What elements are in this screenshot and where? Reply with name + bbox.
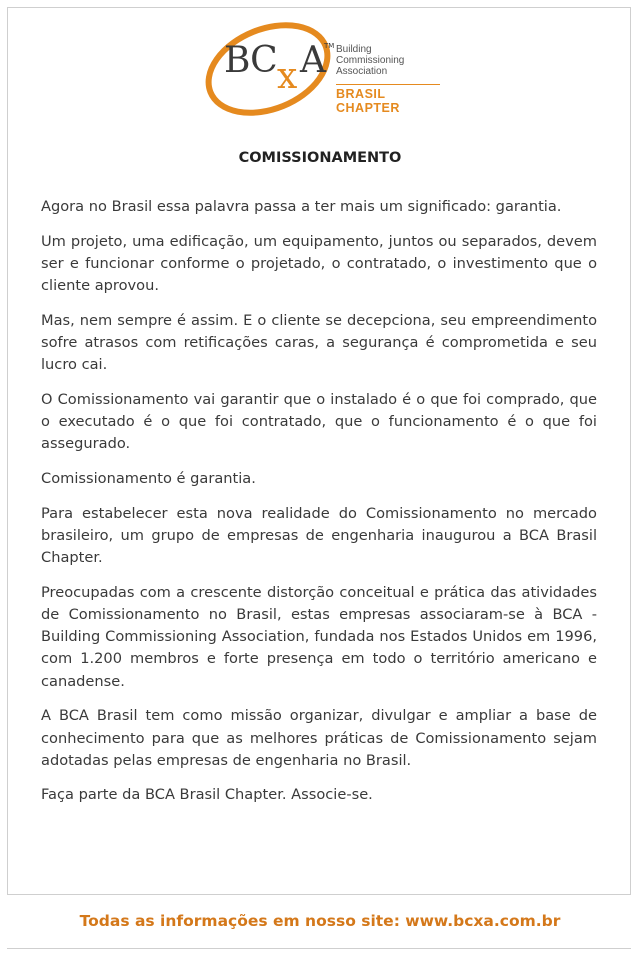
logo-divider [336, 84, 440, 85]
logo-line-association: Association [336, 66, 388, 77]
paragraph: Agora no Brasil essa palavra passa a ter mais um significado: garantia. [41, 198, 562, 215]
logo-letters-bc: BC [224, 40, 277, 81]
paragraph: O Comissionamento vai garantir que o instalado é o que foi comprado, que o executado é o que foi contratado, que o funcionamento é o que foi assegurado. [41, 390, 597, 453]
paragraph: Um projeto, uma edificação, um equipamento, juntos ou separados, devem ser e funcionar conforme o projetado, o contratado, o investimento que o cliente aprovou. [41, 232, 597, 295]
logo-letter-x: x [277, 56, 298, 97]
trademark-mark: TM [324, 42, 335, 50]
logo-line-commissioning: Commissioning [336, 55, 405, 66]
bottom-divider [7, 948, 631, 949]
footer-website-note: Todas as informações em nosso site: www.bcxa.com.br [79, 912, 561, 930]
page-title: COMISSIONAMENTO [238, 150, 402, 166]
logo-line-building: Building [336, 44, 372, 55]
paragraph: Mas, nem sempre é assim. E o cliente se decepciona, seu empreendimento sofre atrasos com retificações caras, a segurança é comprometida e seu lucro cai. [41, 311, 597, 374]
body-text [41, 196, 597, 819]
logo-chapter: BRASIL CHAPTER [336, 87, 400, 115]
paragraph: Comissionamento é garantia. [41, 470, 256, 488]
bca-brasil-logo [200, 14, 450, 124]
paragraph: Preocupadas com a crescente distorção conceitual e prática das atividades de Comissionamento no Brasil, estas empresas associaram-se à BCA - Building Commissioning Association, fundada nos Estados Unidos em 1996, com 1.200 membros e forte presença em todo o território americano e canadense. [41, 583, 597, 690]
logo-letter-a: A [300, 40, 326, 81]
paragraph: Faça parte da BCA Brasil Chapter. Associe-se. [41, 786, 373, 804]
paragraph: A BCA Brasil tem como missão organizar, divulgar e ampliar a base de conhecimento para que as melhores práticas de Comissionamento sejam adotadas pelas empresas de engenharia no Brasil. [41, 707, 597, 769]
paragraph: Para estabelecer esta nova realidade do Comissionamento no mercado brasileiro, um grupo de empresas de engenharia inaugurou a BCA Brasil Chapter. [41, 504, 597, 567]
